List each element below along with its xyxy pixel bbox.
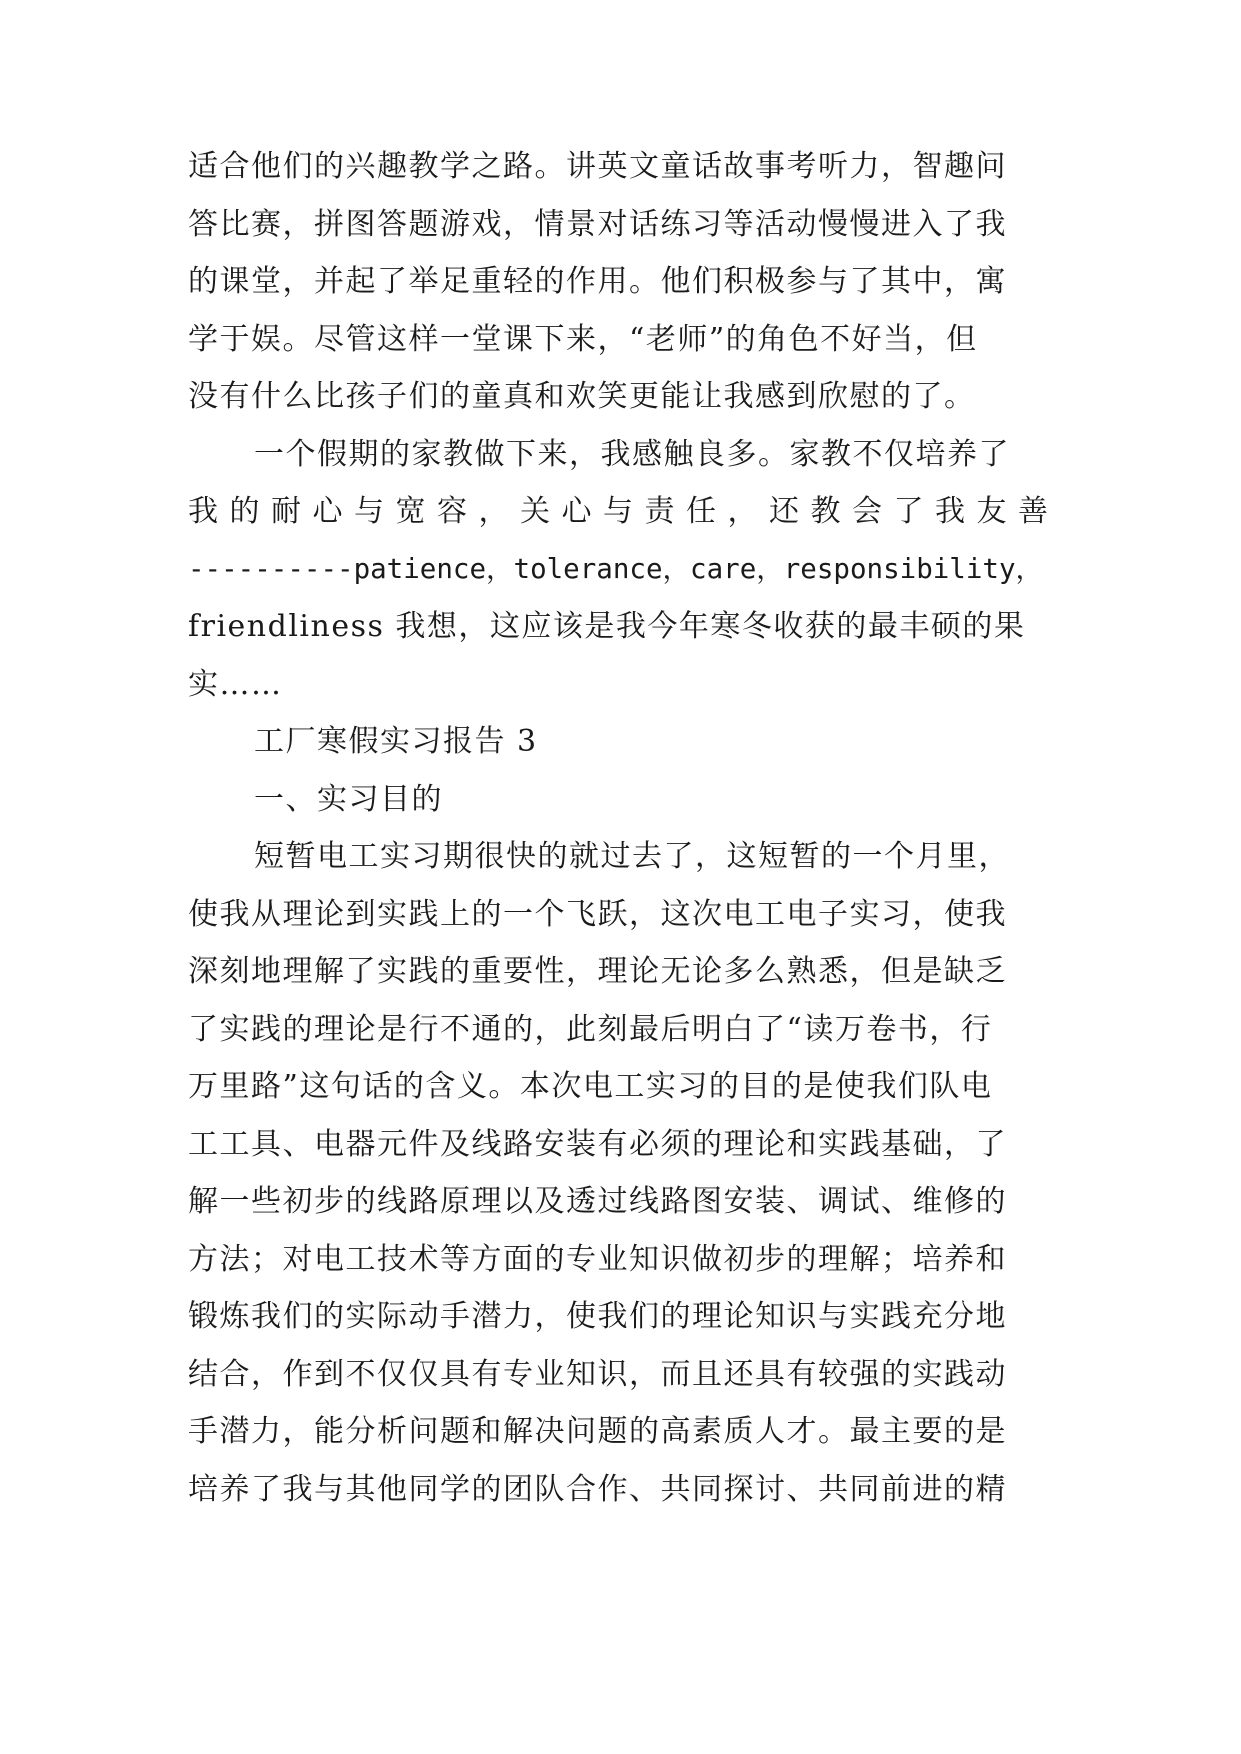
text-line: friendliness 我想，这应该是我今年寒冬收获的最丰硕的果 [188,609,1026,644]
text-line: 学于娱。尽管这样一堂课下来，“老师”的角色不好当，但 [188,321,978,357]
text-line: 我的耐心与宽容，关心与责任，还教会了我友善 [188,494,1060,529]
text-line: 了实践的理论是行不通的，此刻最后明白了“读万卷书，行 [188,1011,993,1047]
text-line: 解一些初步的线路原理以及透过线路图安装、调试、维修的 [188,1184,1007,1219]
text-line: 答比赛，拼图答题游戏，情景对话练习等活动慢慢进入了我 [188,206,1007,242]
text-line: 实…… [188,666,283,702]
text-line: 适合他们的兴趣教学之路。讲英文童话故事考听力，智趣问 [188,149,1007,184]
text-line: 深刻地理解了实践的重要性，理论无论多么熟悉，但是缺乏 [188,954,1007,989]
text-line: 锻炼我们的实际动手潜力，使我们的理论知识与实践充分地 [188,1299,1007,1334]
document-body [188,138,1058,1518]
text-line: 万里路”这句话的含义。本次电工实习的目的是使我们队电 [188,1069,993,1104]
text-line: 培养了我与其他同学的团队合作、共同探讨、共同前进的精 [188,1471,1007,1507]
text-line: 一、实习目的 [254,781,443,817]
text-line: 使我从理论到实践上的一个飞跃，这次电工电子实习，使我 [188,896,1007,932]
text-line: 的课堂，并起了举足重轻的作用。他们积极参与了其中，寓 [188,264,1007,299]
text-line: 工厂寒假实习报告 3 [254,724,538,759]
text-line: 结合，作到不仅仅具有专业知识，而且还具有较强的实践动 [188,1356,1007,1392]
text-line: 一个假期的家教做下来，我感触良多。家教不仅培养了 [254,436,1010,472]
text-line: 短暂电工实习期很快的就过去了，这短暂的一个月里， [254,839,1010,874]
text-line: 没有什么比孩子们的童真和欢笑更能让我感到欣慰的了。 [188,379,976,414]
text-line: 方法；对电工技术等方面的专业知识做初步的理解；培养和 [188,1241,1007,1277]
text-line: 手潜力，能分析问题和解决问题的高素质人才。最主要的是 [188,1414,1007,1449]
text-line: 工工具、电器元件及线路安装有必须的理论和实践基础，了 [188,1126,1007,1162]
text-line: ----------patience，tolerance，care，responsibility， [188,552,1044,585]
